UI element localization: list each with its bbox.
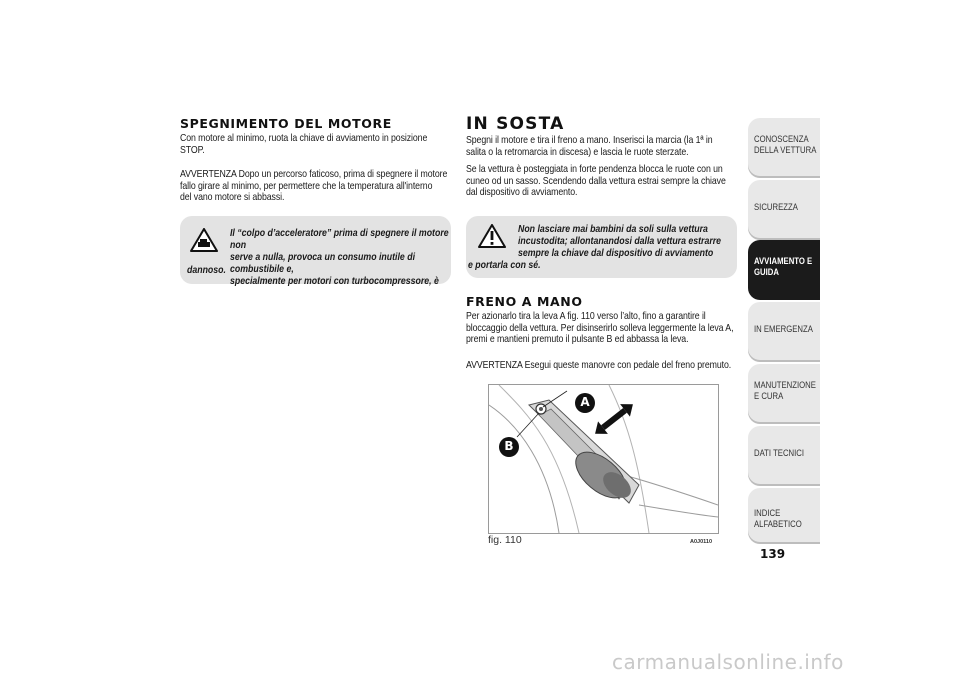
text-line: Con motore al minimo, ruota la chiave di avviamento in posizione — [180, 133, 428, 144]
watermark: carmanualsonline.info — [612, 650, 844, 674]
tab-label: DATI TECNICI — [754, 448, 805, 458]
text-line: salita o la retromarcia in discesa) e lascia le ruote sterzate. — [466, 146, 689, 158]
tab-label: MANUTENZIONE E CURA — [754, 380, 816, 401]
warning-text-last-line: dannoso. — [187, 265, 226, 276]
engine-warning-icon — [190, 228, 218, 252]
text-line: specialmente per motori con turbocompressore, è — [230, 276, 439, 287]
warning-text — [518, 224, 737, 260]
callout-b-label: B — [504, 439, 514, 453]
text-line: dal dispositivo di avviamento. — [466, 187, 578, 198]
section-heading-in-sosta: IN SOSTA — [466, 114, 565, 134]
warning-text — [230, 228, 449, 288]
text-line: bloccaggio della vettura. Per disinserirlo solleva leggermente la leva A, — [466, 322, 734, 334]
paragraph — [180, 169, 464, 204]
text-line: STOP. — [180, 144, 205, 156]
warning-triangle-icon — [478, 224, 506, 248]
callout-a-label: A — [580, 395, 590, 409]
tab-label: CONOSCENZA DELLA VETTURA — [754, 134, 817, 155]
tab-indice-alfabetico[interactable] — [748, 488, 820, 544]
tab-dati-tecnici[interactable] — [748, 426, 820, 486]
text-line: AVVERTENZA Esegui queste manovre con pedale del freno premuto. — [466, 360, 732, 371]
page-number: 139 — [760, 547, 786, 561]
section-heading-freno-a-mano: FRENO A MANO — [466, 294, 583, 309]
tab-sicurezza[interactable] — [748, 180, 820, 240]
text-line: Non lasciare mai bambini da soli sulla vettura — [518, 224, 708, 235]
figure-code: A0J0110 — [690, 539, 713, 545]
paragraph — [466, 360, 741, 372]
text-line: sempre la chiave dal dispositivo di avviamento — [518, 248, 714, 259]
text-line: cuneo od un sasso. Scendendo dalla vettura estrai sempre la chiave — [466, 175, 726, 187]
tab-in-emergenza[interactable] — [748, 302, 820, 362]
text-line: premi e mantieni premuto il pulsante B ed abbassa la leva. — [466, 334, 689, 345]
text-line: Se la vettura è posteggiata in forte pendenza blocca le ruote con un — [466, 164, 723, 175]
tab-manutenzione-e-cura[interactable] — [748, 364, 820, 424]
tab-conoscenza-della-vettura[interactable] — [748, 118, 820, 178]
text-line: del vano motore si abbassi. — [180, 192, 285, 203]
paragraph — [466, 311, 741, 346]
tab-avviamento-e-guida[interactable] — [748, 240, 820, 300]
handbrake-illustration — [489, 385, 718, 533]
figure-caption: fig. 110 — [488, 534, 522, 546]
text-line: fallo girare al minimo, per permettere che la temperatura all'interno — [180, 180, 433, 192]
tab-label: SICUREZZA — [754, 202, 798, 212]
paragraph — [466, 164, 741, 199]
tab-label: IN EMERGENZA — [754, 324, 813, 334]
tab-label: AVVIAMENTO E GUIDA — [754, 256, 813, 277]
text-line: AVVERTENZA Dopo un percorso faticoso, prima di spegnere il motore — [180, 169, 448, 180]
section-heading-spegnimento: SPEGNIMENTO DEL MOTORE — [180, 116, 392, 131]
text-line: Spegni il motore e tira il freno a mano. Inserisci la marcia (la 1ª in — [466, 135, 713, 146]
text-line: Il “colpo d’acceleratore” prima di spegnere il motore non — [230, 228, 449, 251]
paragraph — [180, 133, 464, 156]
figure-handbrake — [488, 384, 719, 534]
tab-label: INDICE ALFABETICO — [754, 508, 802, 529]
text-line: incustodita; allontanandosi dalla vettura estrarre — [518, 236, 722, 247]
warning-text-last-line: e portarla con sé. — [468, 260, 541, 271]
text-line: Per azionarlo tira la leva A fig. 110 verso l’alto, fino a garantire il — [466, 311, 706, 322]
paragraph — [466, 135, 741, 158]
text-line: serve a nulla, provoca un consumo inutile di combustibile e, — [230, 252, 416, 275]
